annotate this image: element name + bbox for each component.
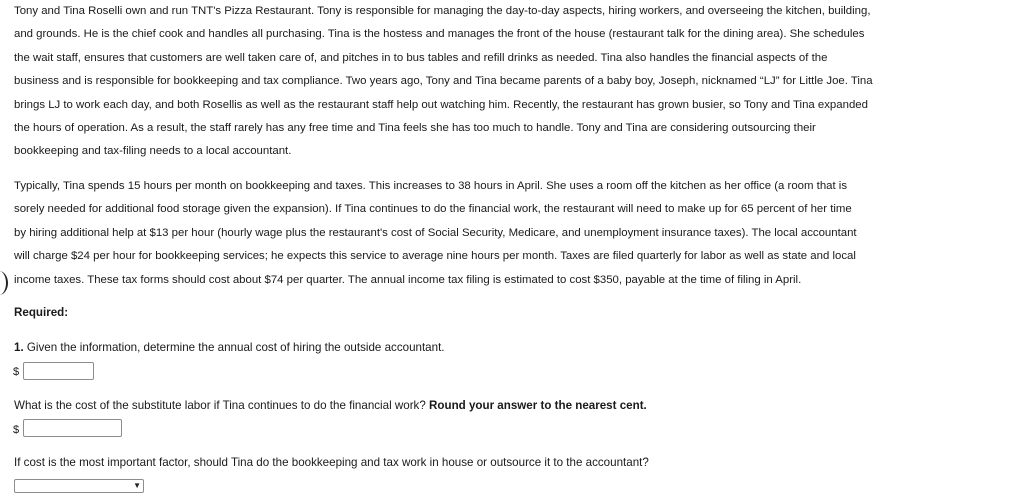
scenario-paragraph-2 xyxy=(14,175,1014,292)
question-1-number: 1. xyxy=(14,341,24,354)
substitute-labor-cost-input[interactable] xyxy=(23,419,122,437)
text-line: income taxes. These tax forms should cost about $74 per quarter. The annual income tax filing is estimated to cost $350, payable at the time of filing in April. xyxy=(14,273,802,286)
text-line: bookkeeping and tax-filing needs to a local accountant. xyxy=(14,145,292,158)
currency-symbol: $ xyxy=(13,366,20,378)
question-2 xyxy=(14,399,647,412)
question-1-text: Given the information, determine the annual cost of hiring the outside accountant. xyxy=(23,341,445,354)
text-line: by hiring additional help at $13 per hour (hourly wage plus the restaurant's cost of Social Security, Medicare, and unemployment insurance taxes). The local accountant xyxy=(14,226,857,239)
scenario-paragraph-1 xyxy=(14,0,1014,164)
text-line: the wait staff, ensures that customers are well taken care of, and pitches in to bus tables and refill drinks as needed. Tina also handles the financial aspects of the xyxy=(14,51,828,64)
decision-dropdown[interactable] xyxy=(14,479,144,493)
question-2-text: What is the cost of the substitute labor if Tina continues to do the financial work? xyxy=(14,399,430,412)
question-3: If cost is the most important factor, should Tina do the bookkeeping and tax work in house or outsource it to the accountant? xyxy=(14,456,649,469)
annual-cost-input[interactable] xyxy=(23,362,94,380)
text-line: sorely needed for additional food storage given the expansion). If Tina continues to do the financial work, the restaurant will need to make up for 65 percent of her time xyxy=(14,203,852,216)
question-2-instruction: Round your answer to the nearest cent. xyxy=(429,399,647,412)
text-line: will charge $24 per hour for bookkeeping services; he expects this service to average nine hours per month. Taxes are filed quarterly for labor as well as state and local xyxy=(14,250,856,263)
required-heading: Required: xyxy=(14,306,69,319)
question-1 xyxy=(14,341,445,354)
text-line: the hours of operation. As a result, the staff rarely has any free time and Tina feels she has too much to handle. Tony and Tina are considering outsourcing their xyxy=(14,121,816,134)
text-line: Tony and Tina Roselli own and run TNT's Pizza Restaurant. Tony is responsible for managing the day-to-day aspects, hiring workers, and overseeing the kitchen, building, xyxy=(14,5,871,17)
text-line: brings LJ to work each day, and both Rosellis as well as the restaurant staff help out watching him. Recently, the restaurant has grown busier, so Tony and Tina expanded xyxy=(14,98,868,111)
text-line: business and is responsible for bookkeeping and tax compliance. Two years ago, Tony and Tina became parents of a baby boy, Joseph, nicknamed “LJ” for Little Joe. Tina xyxy=(14,75,873,88)
currency-symbol: $ xyxy=(13,424,20,436)
text-line: Typically, Tina spends 15 hours per month on bookkeeping and taxes. This increases to 38 hours in April. She uses a room off the kitchen as her office (a room that is xyxy=(14,180,848,192)
chevron-down-icon: ▼ xyxy=(133,481,141,490)
page-edge-decoration xyxy=(0,271,8,295)
text-line: and grounds. He is the chief cook and handles all purchasing. Tina is the hostess and manages the front of the house (restaurant talk for the dining area). She schedules xyxy=(14,28,865,41)
